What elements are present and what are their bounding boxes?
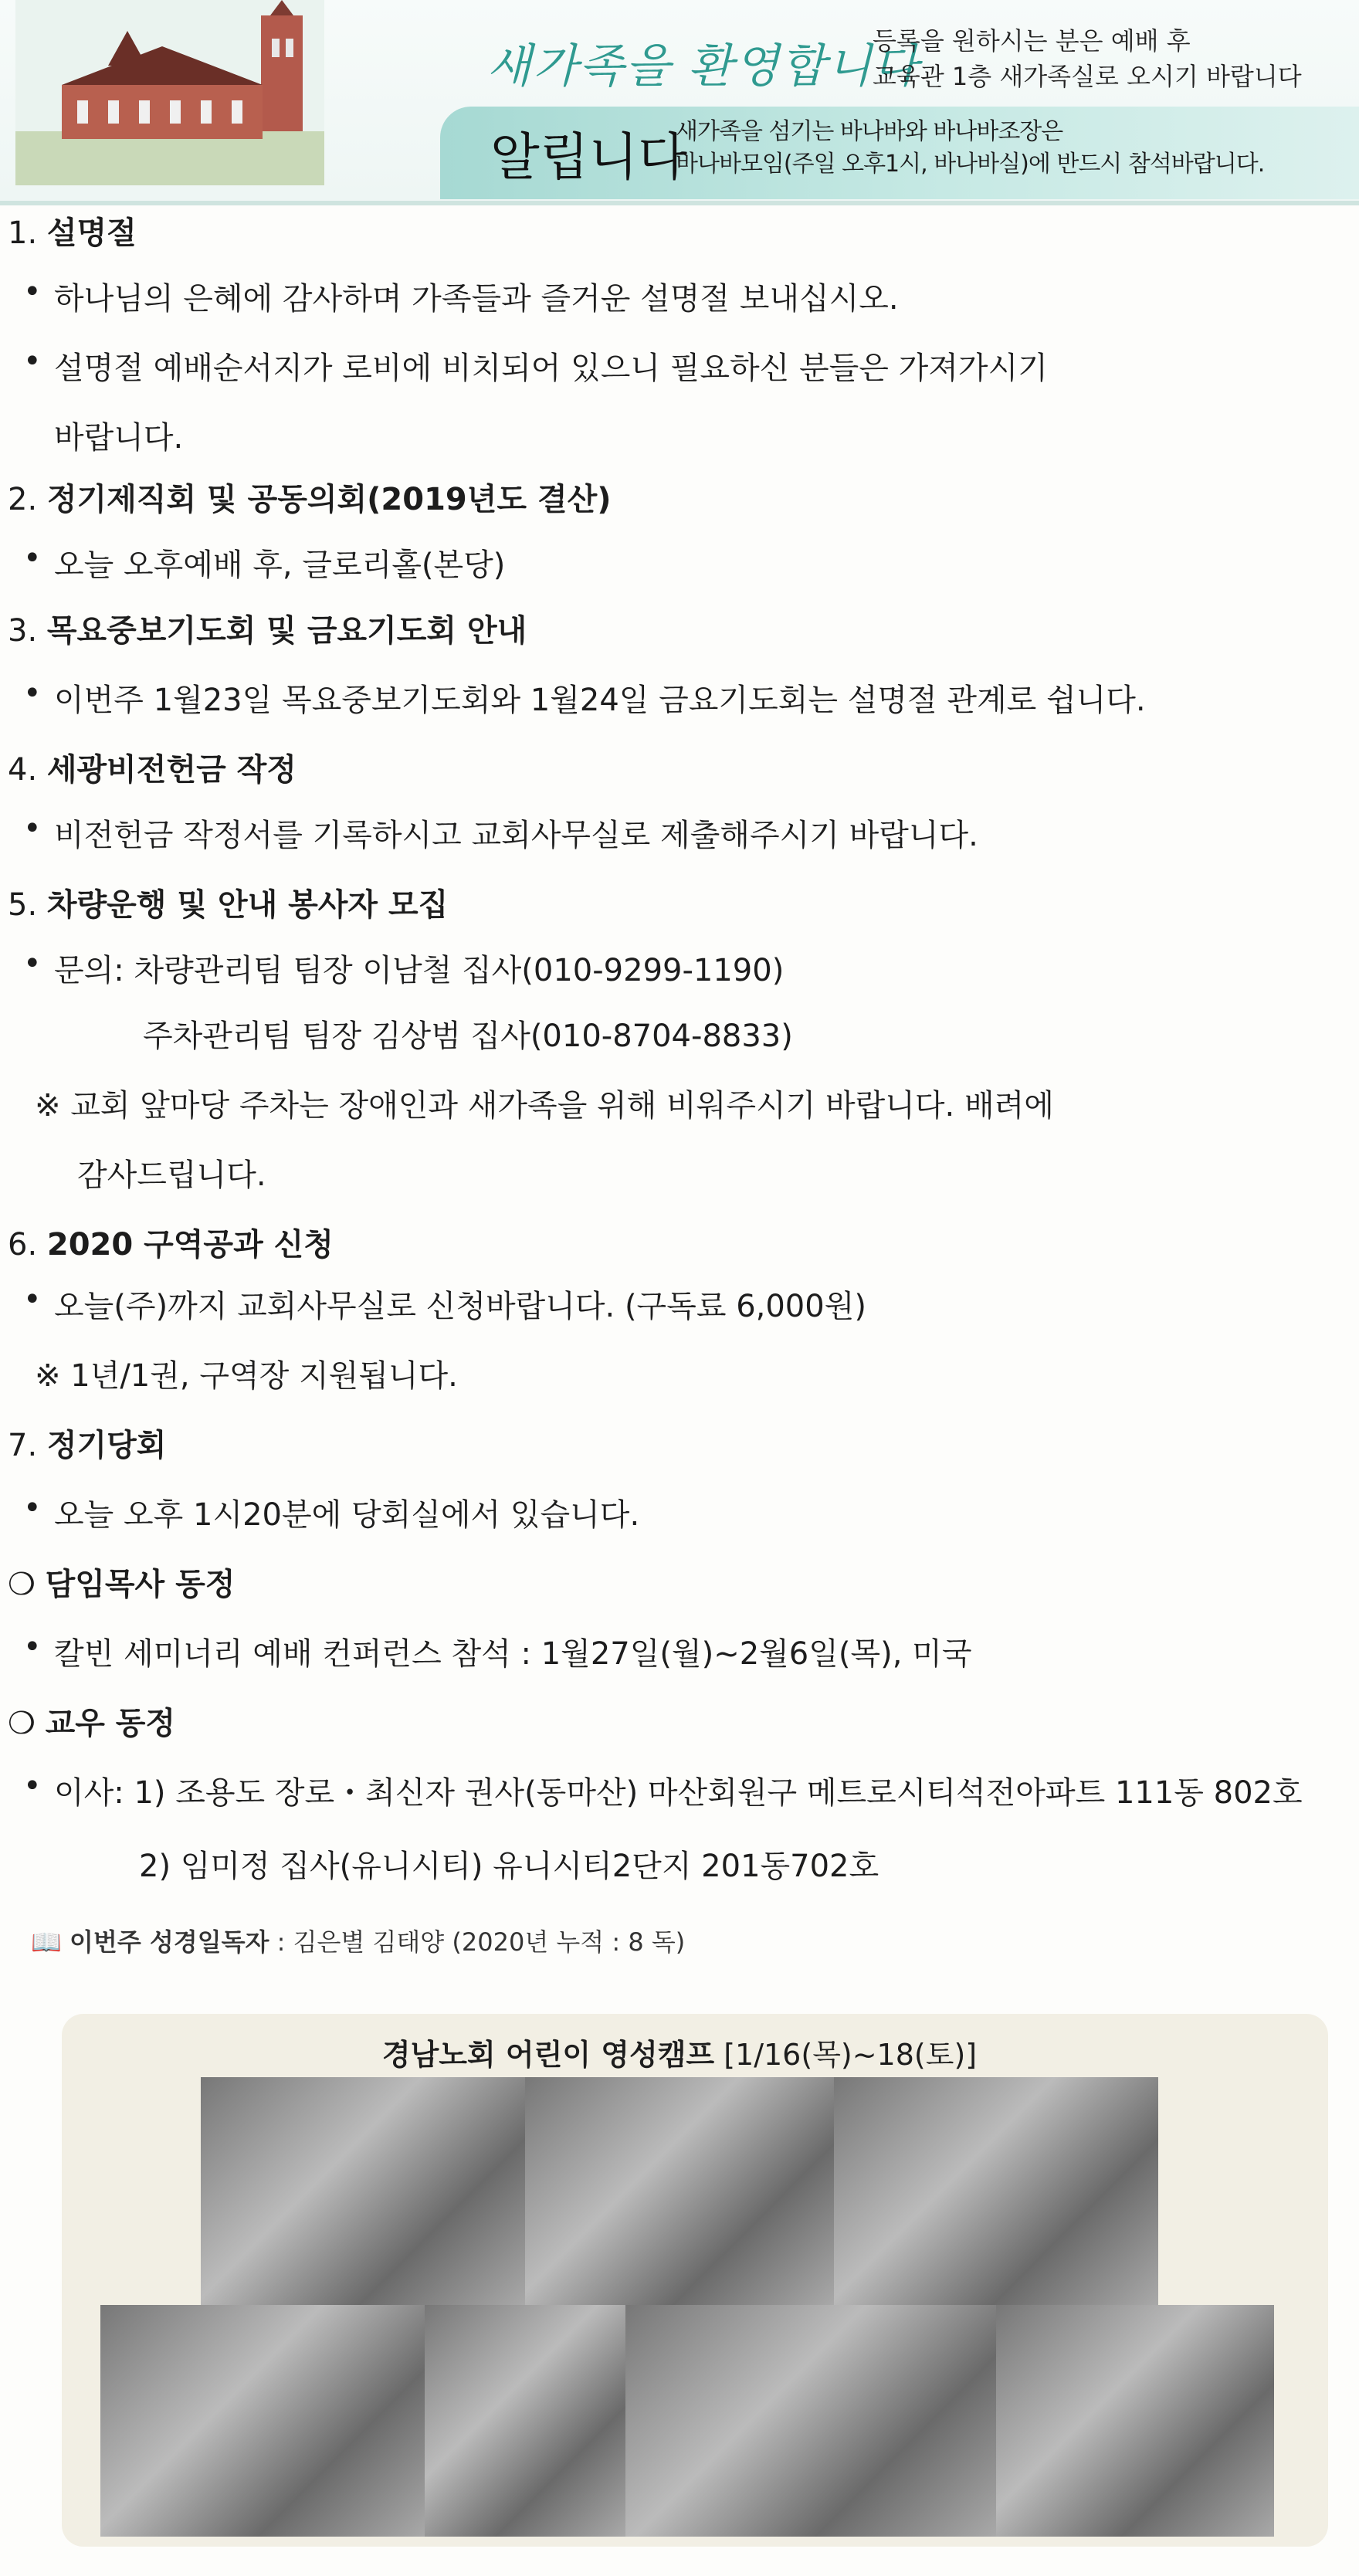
section-heading xyxy=(8,880,448,924)
section-title: 설명절 xyxy=(46,215,137,251)
welcome-heading: 새가족을 환영합니다 xyxy=(486,39,920,93)
section-heading xyxy=(8,1220,334,1264)
section-heading xyxy=(8,1421,166,1465)
section-heading xyxy=(8,1699,175,1743)
bullet-item: • 오늘 오후예배 후, 글로리홀(본당) xyxy=(54,541,505,585)
camp-photo-6 xyxy=(625,2305,996,2537)
camp-photo-4 xyxy=(100,2305,425,2537)
bible-reader-footer xyxy=(31,1923,685,1958)
note-continuation: 감사드립니다. xyxy=(77,1158,266,1193)
camp-photo-2 xyxy=(525,2077,834,2305)
bullet-item: • 오늘 오후 1시20분에 당회실에서 있습니다. xyxy=(54,1490,639,1534)
church-illustration xyxy=(15,0,324,185)
section-title: 세광비전헌금 작정 xyxy=(46,752,297,788)
camp-photo-7 xyxy=(996,2305,1274,2537)
camp-photo-1 xyxy=(201,2077,525,2305)
bullet-item: • 비전헌금 작정서를 기록하시고 교회사무실로 제출해주시기 바랍니다. xyxy=(54,811,978,855)
section-number: 2. xyxy=(8,482,38,517)
book-icon: 📖 xyxy=(31,1927,62,1957)
bible-reader-label: 이번주 성경일독자 xyxy=(69,1927,269,1957)
section-title: 2020 구역공과 신청 xyxy=(46,1227,334,1263)
camp-dates: [1/16(목)~18(토)] xyxy=(714,2038,978,2072)
section-heading xyxy=(8,1560,235,1604)
notice-line-1: 새가족을 섬기는 바나바와 바나바조장은 xyxy=(676,118,1063,145)
section-number: ❍ xyxy=(8,1567,36,1602)
note-line: ※ 1년/1권, 구역장 지원됩니다. xyxy=(35,1358,458,1394)
section-title: 차량운행 및 안내 봉사자 모집 xyxy=(46,887,449,923)
section-title: 교우 동정 xyxy=(45,1706,176,1741)
section-title: 담임목사 동정 xyxy=(45,1567,236,1602)
section-title: 정기당회 xyxy=(46,1428,167,1463)
camp-title-name: 경남노회 어린이 영성캠프 xyxy=(381,2038,715,2072)
camp-photo-3 xyxy=(834,2077,1158,2305)
bullet-item: • 이사: 1) 조용도 장로・최신자 권사(동마산) 마산회원구 메트로시티석전아파트 111동 802호 xyxy=(54,1768,1303,1812)
contact-line: 주차관리팀 팀장 김상범 집사(010-8704-8833) xyxy=(143,1019,793,1054)
bullet-continuation: 바랍니다. xyxy=(54,420,184,456)
bullet-item: • 오늘(주)까지 교회사무실로 신청바랍니다. (구독료 6,000원) xyxy=(54,1282,866,1326)
bullet-item: • 하나님의 은혜에 감사하며 가족들과 즐거운 설명절 보내십시오. xyxy=(54,274,899,318)
section-number: 3. xyxy=(8,613,38,649)
section-number: 4. xyxy=(8,752,38,788)
notice-line-2: 바나바모임(주일 오후1시, 바나바실)에 반드시 참석바랍니다. xyxy=(676,151,1265,178)
header-banner xyxy=(0,0,1359,205)
section-number: 7. xyxy=(8,1428,38,1463)
section-number: 6. xyxy=(8,1227,38,1263)
bullet-item: • 설명절 예배순서지가 로비에 비치되어 있으니 필요하신 분들은 가져가시기 xyxy=(54,344,1048,388)
camp-photo-5 xyxy=(425,2305,625,2537)
registration-info xyxy=(873,23,1302,94)
notice-title: 알립니다 xyxy=(490,127,688,187)
section-number: 1. xyxy=(8,215,38,251)
moving-line: 2) 임미정 집사(유니시티) 유니시티2단지 201동702호 xyxy=(139,1849,879,1884)
section-title: 정기제직회 및 공동의회(2019년도 결산) xyxy=(46,482,612,517)
registration-line-2: 교육관 1층 새가족실로 오시기 바랍니다 xyxy=(873,62,1302,91)
section-title: 목요중보기도회 및 금요기도회 안내 xyxy=(46,613,527,649)
registration-line-1: 등록을 원하시는 분은 예배 후 xyxy=(873,26,1191,56)
notice-text xyxy=(676,116,1264,181)
bullet-item: • 칼빈 세미너리 예배 컨퍼런스 참석 : 1월27일(월)~2월6일(목), 미국 xyxy=(54,1629,971,1673)
note-line: ※ 교회 앞마당 주차는 장애인과 새가족을 위해 비워주시기 바랍니다. 배려에 xyxy=(35,1088,1054,1124)
camp-title xyxy=(0,2031,1359,2073)
section-heading xyxy=(8,606,527,650)
section-heading xyxy=(8,475,612,519)
section-number: 5. xyxy=(8,887,38,923)
section-heading xyxy=(8,208,137,253)
bible-reader-text: : 김은별 김태양 (2020년 누적 : 8 독) xyxy=(269,1927,686,1957)
section-heading xyxy=(8,745,297,789)
bullet-item: • 이번주 1월23일 목요중보기도회와 1월24일 금요기도회는 설명절 관계로 쉽니다. xyxy=(54,676,1146,720)
section-number: ❍ xyxy=(8,1706,36,1741)
bullet-item: • 문의: 차량관리팀 팀장 이남철 집사(010-9299-1190) xyxy=(54,946,784,990)
